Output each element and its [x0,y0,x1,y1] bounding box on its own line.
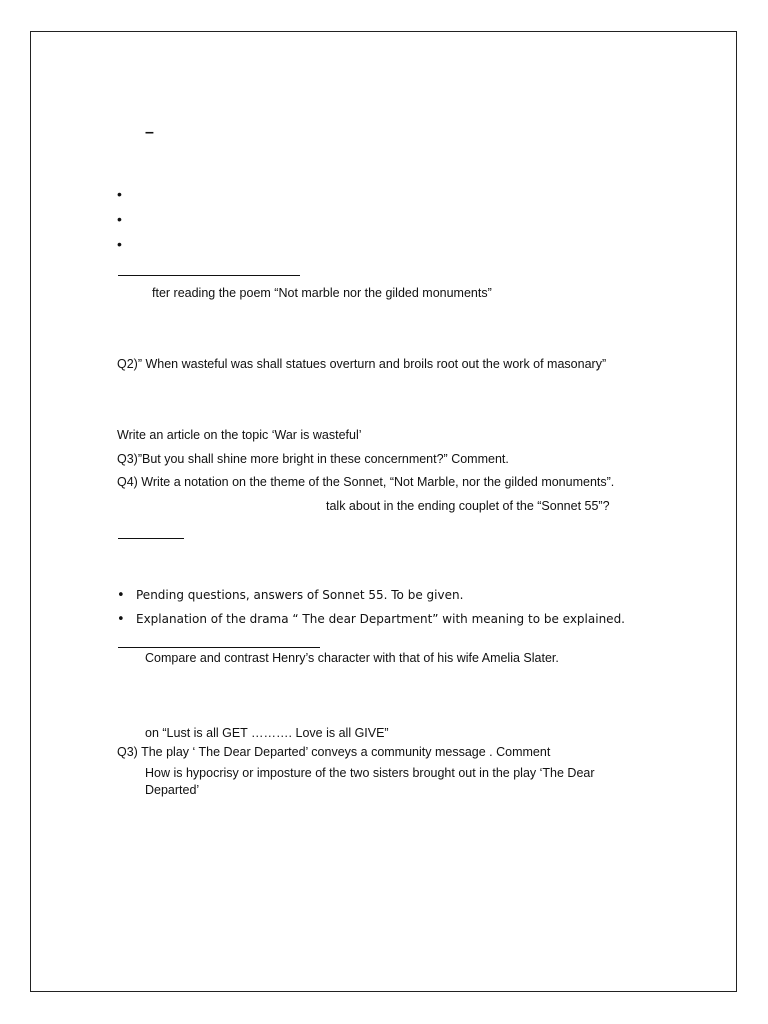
empty-bullet-2: • [117,211,122,227]
heading-underline-3 [118,647,320,648]
list-item [117,612,625,636]
dear-departed-question-3: Q3) The play ‘ The Dear Departed’ conveys a community message . Comment [117,745,551,759]
empty-bullet-1: • [117,186,122,202]
hypocrisy-question-line-1: How is hypocrisy or imposture of the two sisters brought out in the play ‘The Dear [145,766,595,780]
heading-underline-1 [118,275,300,276]
question-3: Q3)”But you shall shine more bright in these concernment?” Comment. [117,452,509,466]
lust-love-topic: on “Lust is all GET ………. Love is all GIVE” [145,726,389,740]
question-4: Q4) Write a notation on the theme of the Sonnet, “Not Marble, nor the gilded monuments”. [117,475,615,489]
compare-question: Compare and contrast Henry’s character with that of his wife Amelia Slater. [145,651,559,665]
list-item [117,588,625,612]
header-dash: – [145,124,154,141]
pending-item-text: Explanation of the drama “ The dear Department” with meaning to be explained. [136,612,625,626]
poem-intro-text: fter reading the poem “Not marble nor the gilded monuments” [152,286,492,300]
pending-list [117,588,625,636]
question-2: Q2)” When wasteful was shall statues overturn and broils root out the work of masonary” [117,357,607,371]
pending-item-text: Pending questions, answers of Sonnet 55. To be given. [136,588,464,602]
list-bullet: • [117,612,125,627]
article-prompt: Write an article on the topic ‘War is wasteful’ [117,428,362,442]
list-bullet: • [117,588,125,603]
heading-underline-2 [118,538,184,539]
hypocrisy-question-line-2: Departed’ [145,783,200,797]
couplet-question: talk about in the ending couplet of the “Sonnet 55”? [326,499,610,513]
empty-bullet-3: • [117,236,122,252]
